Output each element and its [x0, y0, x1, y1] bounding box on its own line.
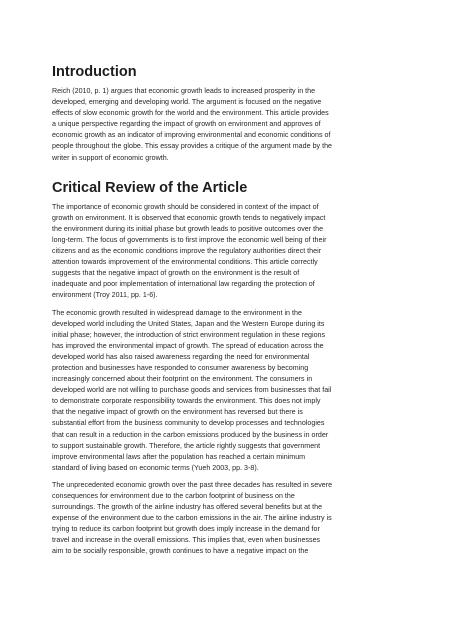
text-line: long-term. The focus of governments is to first improve the economic well being of their	[52, 235, 327, 244]
text-line: developed world are not willing to purchase goods and services from businesses that fail	[52, 386, 332, 395]
text-line: trying to reduce its carbon footprint but growth does imply increase in the demand for	[52, 525, 320, 534]
text-line: writer in support of economic growth.	[52, 153, 169, 162]
paragraph	[52, 308, 404, 474]
text-line: inadequate and poor implementation of international law regarding the protection of	[52, 280, 315, 289]
text-line: to support sustainable growth. Therefore, the article rightly suggests that government	[52, 441, 321, 450]
text-line: economic growth as an indicator of improving environmental and economic conditions of	[52, 131, 331, 140]
text-line: to demonstrate corporate responsibility towards the environment. This does not imply	[52, 397, 321, 406]
paragraph	[52, 202, 404, 302]
text-line: protection and businesses have responded to consumer awareness by becoming	[52, 363, 309, 372]
text-line: standard of living based on economic terms (Yueh 2003, pp. 3-8).	[52, 463, 259, 472]
text-line: aim to be socially responsible, growth continues to have a negative impact on the	[52, 547, 309, 556]
text-line: effects of slow economic growth for the world and the environment. This article provides	[52, 109, 329, 118]
text-line: that the negative impact of growth on the environment has reversed but there is	[52, 408, 303, 417]
text-line: The economic growth resulted in widespread damage to the environment in the	[52, 308, 302, 317]
text-line: developed world has also raised awareness regarding the need for environmental	[52, 352, 310, 361]
heading-critical-review: Critical Review of the Article	[52, 179, 248, 196]
text-line: surroundings. The growth of the airline industry has offered several benefits but at the	[52, 503, 323, 512]
document-body	[52, 62, 404, 564]
text-line: attention towards improvement of the environmental conditions. This article correctly	[52, 258, 318, 267]
text-line: that can result in a reduction in the carbon emissions produced by the business in order	[52, 430, 329, 439]
text-line: improve environmental laws after the population has reached a certain minimum	[52, 452, 306, 461]
text-line: The importance of economic growth should be considered in context of the impact of	[52, 202, 319, 211]
text-line: developed world including the United States, Japan and the Western Europe during its	[52, 319, 325, 328]
text-line: environment (Troy 2011, pp. 1-6).	[52, 291, 158, 300]
text-line: a unique perspective regarding the impact of growth on environment and approves of	[52, 120, 321, 129]
paragraph	[52, 480, 404, 558]
text-line: initial phase; however, the introduction of strict environment regulation in these regions	[52, 330, 326, 339]
text-line: consequences for environment due to the carbon footprint of business on the	[52, 492, 295, 500]
text-line: travel and increase in the overall emissions. This implies that, even when businesses	[52, 536, 321, 545]
text-line: increasingly concerned about their footprint on the environment. The consumers in	[52, 375, 313, 384]
text-line: suggests that the negative impact of growth on the environment is the result of	[52, 269, 300, 278]
text-line: has improved the environmental impact of growth. The spread of education across the	[52, 341, 324, 350]
text-line: expense of the environment due to the carbon emissions in the air. The airline industry is	[52, 514, 332, 523]
text-line: The unprecedented economic growth over the past three decades has resulted in severe	[52, 480, 333, 489]
critical-review-section	[52, 202, 404, 558]
text-line: people throughout the globe. This essay provides a critique of the argument made by the	[52, 142, 333, 151]
paragraph	[52, 86, 404, 164]
text-line: Reich (2010, p. 1) argues that economic growth leads to increased prosperity in the	[52, 87, 316, 95]
text-line: substantial effort from the business community to develop processes and technologies	[52, 419, 325, 428]
text-line: developed, emerging and developing world. The argument is focused on the negative	[52, 98, 322, 107]
text-line: citizens and as the economic conditions improve the regulatory authorities direct their	[52, 247, 322, 256]
introduction-section	[52, 86, 404, 164]
text-line: the environment during its initial phase but growth leads to positive outcomes over the	[52, 224, 324, 233]
heading-introduction: Introduction	[52, 64, 137, 80]
text-line: growth on environment. It is observed that economic growth tends to negatively impact	[52, 213, 326, 222]
